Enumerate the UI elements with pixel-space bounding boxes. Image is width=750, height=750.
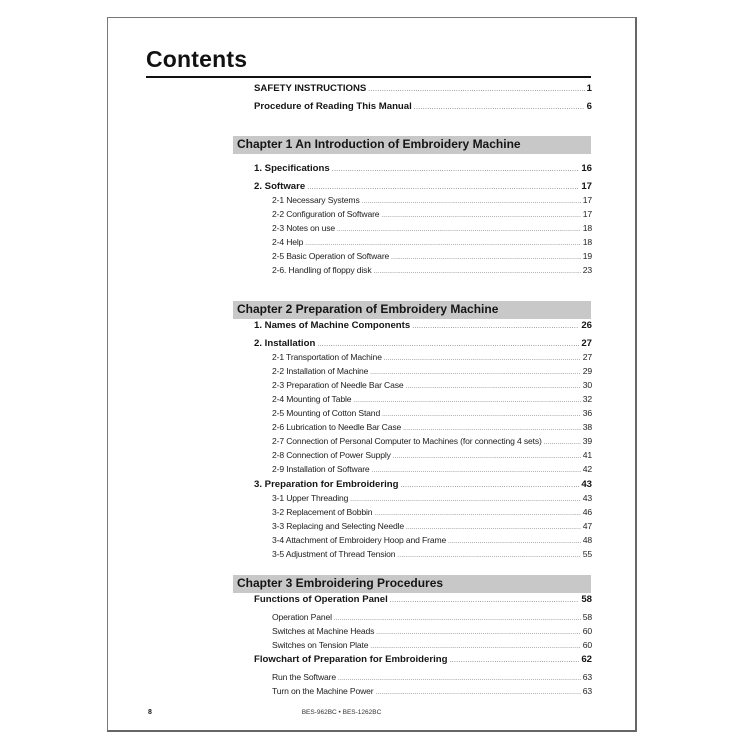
toc-entry-page: 43 bbox=[581, 479, 592, 490]
dot-leader bbox=[406, 525, 581, 531]
toc-entry-label: 3. Preparation for Embroidering bbox=[254, 479, 399, 490]
toc-entry-label: 3-5 Adjustment of Thread Tension bbox=[272, 549, 396, 559]
toc-entry-label: 2-6 Lubrication to Needle Bar Case bbox=[272, 422, 402, 432]
toc-entry-page: 36 bbox=[582, 408, 592, 418]
dot-leader bbox=[350, 497, 580, 503]
toc-entry-page: 17 bbox=[582, 209, 592, 219]
dot-leader bbox=[544, 440, 581, 446]
toc-subentry[interactable] bbox=[272, 209, 592, 219]
toc-entry-label: 2-7 Connection of Personal Computer to Machines (for connecting 4 sets) bbox=[272, 436, 542, 446]
toc-entry-page: 42 bbox=[582, 464, 592, 474]
toc-entry-page: 16 bbox=[581, 163, 592, 174]
toc-entry-page: 55 bbox=[582, 549, 592, 559]
toc-entry-label: 2-1 Transportation of Machine bbox=[272, 352, 382, 362]
dot-leader bbox=[403, 426, 581, 432]
toc-subentry[interactable] bbox=[272, 251, 592, 261]
dot-leader bbox=[382, 412, 581, 418]
toc-subentry[interactable] bbox=[272, 507, 592, 517]
toc-subentry[interactable] bbox=[272, 450, 592, 460]
toc-entry-page: 58 bbox=[582, 612, 592, 622]
toc-entry[interactable] bbox=[254, 83, 592, 94]
dot-leader bbox=[374, 511, 580, 517]
toc-entry-page: 27 bbox=[581, 338, 592, 349]
toc-entry-label: Procedure of Reading This Manual bbox=[254, 101, 412, 112]
toc-entry-label: 2-1 Necessary Systems bbox=[272, 195, 360, 205]
toc-entry-page: 43 bbox=[582, 493, 592, 503]
manual-page bbox=[107, 17, 637, 732]
chapter-1-heading bbox=[233, 136, 591, 154]
toc-subentry[interactable] bbox=[272, 394, 592, 404]
toc-entry-page: 47 bbox=[582, 521, 592, 531]
toc-subentry[interactable] bbox=[272, 672, 592, 682]
toc-entry-label: Switches at Machine Heads bbox=[272, 626, 375, 636]
toc-entry-page: 60 bbox=[582, 626, 592, 636]
dot-leader bbox=[448, 539, 581, 545]
dot-leader bbox=[334, 616, 581, 622]
toc-subentry[interactable] bbox=[272, 223, 592, 233]
toc-entry-label: 2-4 Mounting of Table bbox=[272, 394, 352, 404]
toc-subentry[interactable] bbox=[272, 640, 592, 650]
toc-entry-page: 6 bbox=[586, 101, 592, 112]
toc-entry-page: 48 bbox=[582, 535, 592, 545]
toc-subentry[interactable] bbox=[272, 352, 592, 362]
toc-subentry[interactable] bbox=[272, 408, 592, 418]
toc-entry[interactable] bbox=[254, 654, 592, 665]
toc-entry-page: 46 bbox=[582, 507, 592, 517]
dot-leader bbox=[391, 255, 581, 261]
dot-leader bbox=[337, 227, 581, 233]
toc-entry-label: SAFETY INSTRUCTIONS bbox=[254, 83, 367, 94]
toc-subentry[interactable] bbox=[272, 612, 592, 622]
toc-entry-page: 63 bbox=[582, 672, 592, 682]
dot-leader bbox=[372, 468, 581, 474]
toc-entry-label: Operation Panel bbox=[272, 612, 332, 622]
toc-entry-page: 41 bbox=[582, 450, 592, 460]
chapter-title: Chapter 2 Preparation of Embroidery Machine bbox=[237, 302, 499, 316]
toc-entry-label: 2-8 Connection of Power Supply bbox=[272, 450, 391, 460]
toc-entry-label: 2-2 Configuration of Software bbox=[272, 209, 380, 219]
toc-subentry[interactable] bbox=[272, 686, 592, 696]
toc-entry-label: Turn on the Machine Power bbox=[272, 686, 374, 696]
toc-entry-label: 2-2 Installation of Machine bbox=[272, 366, 369, 376]
dot-leader bbox=[390, 597, 580, 604]
dot-leader bbox=[368, 86, 584, 93]
toc-entry-page: 1 bbox=[586, 83, 592, 94]
toc-subentry[interactable] bbox=[272, 436, 592, 446]
toc-entry-page: 17 bbox=[582, 195, 592, 205]
toc-entry-label: 2-3 Preparation of Needle Bar Case bbox=[272, 380, 404, 390]
dot-leader bbox=[376, 630, 580, 636]
toc-entry-page: 32 bbox=[582, 394, 592, 404]
dot-leader bbox=[353, 398, 580, 404]
dot-leader bbox=[332, 166, 580, 173]
dot-leader bbox=[370, 370, 580, 376]
toc-entry-page: 23 bbox=[582, 265, 592, 275]
page-title: Contents bbox=[146, 46, 248, 72]
dot-leader bbox=[400, 482, 579, 489]
toc-subentry[interactable] bbox=[272, 464, 592, 474]
toc-subentry[interactable] bbox=[272, 626, 592, 636]
toc-entry-page: 38 bbox=[582, 422, 592, 432]
chapter-2-heading bbox=[233, 301, 591, 319]
dot-leader bbox=[397, 553, 580, 559]
toc-entry-page: 60 bbox=[582, 640, 592, 650]
dot-leader bbox=[307, 184, 579, 191]
toc-entry-label: 2-9 Installation of Software bbox=[272, 464, 370, 474]
toc-entry-label: 2-5 Mounting of Cotton Stand bbox=[272, 408, 381, 418]
dot-leader bbox=[373, 269, 580, 275]
toc-entry-page: 39 bbox=[582, 436, 592, 446]
toc-entry-label: 2. Installation bbox=[254, 338, 316, 349]
toc-entry-page: 30 bbox=[582, 380, 592, 390]
toc-subentry[interactable] bbox=[272, 549, 592, 559]
dot-leader bbox=[317, 341, 579, 348]
chapter-title: Chapter 3 Embroidering Procedures bbox=[237, 576, 444, 590]
chapter-title: Chapter 1 An Introduction of Embroidery Machine bbox=[237, 137, 521, 151]
toc-entry[interactable] bbox=[254, 163, 592, 174]
dot-leader bbox=[393, 454, 581, 460]
toc-entry-label: 3-2 Replacement of Bobbin bbox=[272, 507, 373, 517]
toc-entry-page: 62 bbox=[581, 654, 592, 665]
toc-entry-label: 3-3 Replacing and Selecting Needle bbox=[272, 521, 405, 531]
toc-entry-label: Flowchart of Preparation for Embroidering bbox=[254, 654, 448, 665]
dot-leader bbox=[450, 657, 580, 664]
toc-entry-label: 2-4 Help bbox=[272, 237, 304, 247]
toc-entry-page: 26 bbox=[581, 320, 592, 331]
dot-leader bbox=[338, 676, 581, 682]
toc-subentry[interactable] bbox=[272, 380, 592, 390]
toc-entry-label: 2-3 Notes on use bbox=[272, 223, 336, 233]
toc-entry-page: 18 bbox=[582, 237, 592, 247]
toc-entry-label: Run the Software bbox=[272, 672, 337, 682]
toc-entry[interactable] bbox=[254, 181, 592, 192]
chapter-3-heading bbox=[233, 575, 591, 593]
toc-entry-page: 19 bbox=[582, 251, 592, 261]
dot-leader bbox=[305, 241, 580, 247]
toc-entry-label: 1. Specifications bbox=[254, 163, 330, 174]
toc-entry-label: 2. Software bbox=[254, 181, 306, 192]
toc-entry-label: Functions of Operation Panel bbox=[254, 594, 388, 605]
toc-subentry[interactable] bbox=[272, 195, 592, 205]
toc-entry-page: 18 bbox=[582, 223, 592, 233]
toc-entry-label: 1. Names of Machine Components bbox=[254, 320, 411, 331]
toc-entry-label: 3-4 Attachment of Embroidery Hoop and Frame bbox=[272, 535, 447, 545]
toc-entry-label: 3-1 Upper Threading bbox=[272, 493, 349, 503]
toc-entry-label: 2-5 Basic Operation of Software bbox=[272, 251, 390, 261]
dot-leader bbox=[406, 384, 581, 390]
toc-entry-page: 17 bbox=[581, 181, 592, 192]
title-underline bbox=[146, 76, 591, 78]
footer-page-number: 8 bbox=[148, 709, 152, 716]
toc-subentry[interactable] bbox=[272, 521, 592, 531]
toc-subentry[interactable] bbox=[272, 265, 592, 275]
toc-subentry[interactable] bbox=[272, 535, 592, 545]
dot-leader bbox=[381, 213, 580, 219]
toc-entry-page: 29 bbox=[582, 366, 592, 376]
toc-entry-page: 27 bbox=[582, 352, 592, 362]
toc-subentry[interactable] bbox=[272, 237, 592, 247]
toc-entry[interactable] bbox=[254, 479, 592, 490]
toc-entry-page: 63 bbox=[582, 686, 592, 696]
toc-subentry[interactable] bbox=[272, 422, 592, 432]
dot-leader bbox=[370, 644, 580, 650]
toc-entry[interactable] bbox=[254, 320, 592, 331]
toc-entry-page: 58 bbox=[581, 594, 592, 605]
dot-leader bbox=[384, 356, 581, 362]
dot-leader bbox=[362, 199, 581, 205]
toc-entry-label: 2-6. Handling of floppy disk bbox=[272, 265, 372, 275]
footer-model-name: BES-962BC • BES-1262BC bbox=[301, 709, 382, 716]
toc-entry[interactable] bbox=[254, 594, 592, 605]
dot-leader bbox=[412, 323, 579, 330]
toc-entry[interactable] bbox=[254, 338, 592, 349]
toc-entry-label: Switches on Tension Plate bbox=[272, 640, 369, 650]
toc-entry[interactable] bbox=[254, 101, 592, 112]
dot-leader bbox=[414, 104, 585, 111]
toc-subentry[interactable] bbox=[272, 493, 592, 503]
toc-subentry[interactable] bbox=[272, 366, 592, 376]
dot-leader bbox=[376, 690, 581, 696]
